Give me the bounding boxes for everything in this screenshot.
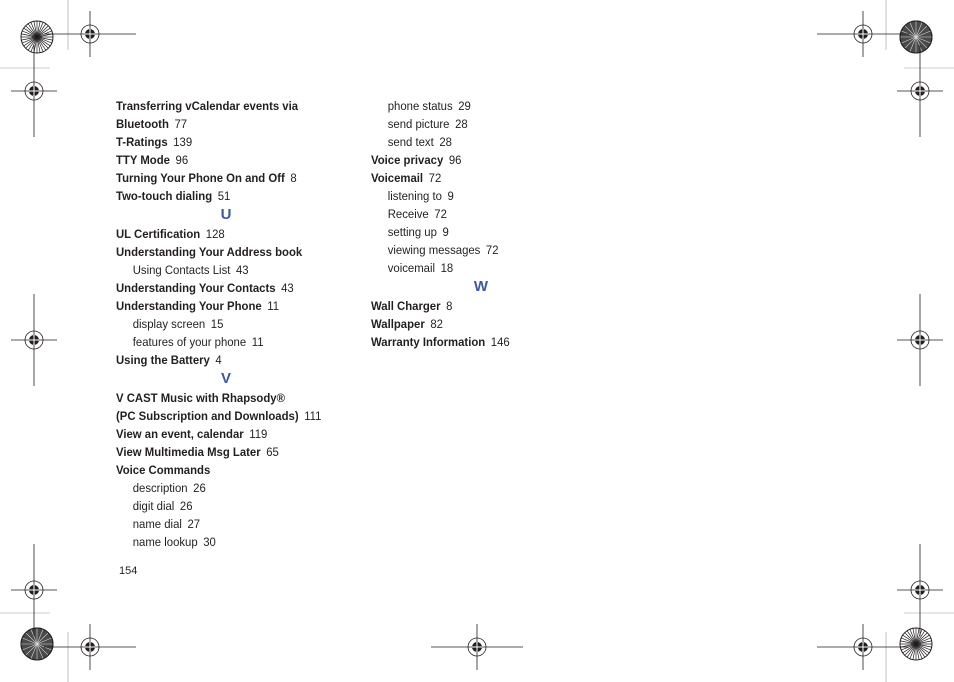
index-entry <box>116 297 339 315</box>
index-term: setting up <box>387 225 437 239</box>
index-section-letter: W <box>473 278 489 295</box>
index-term: phone status <box>387 99 453 113</box>
index-term: name lookup <box>132 535 198 549</box>
index-term: Receive <box>387 207 429 221</box>
index-entry <box>116 97 339 115</box>
index-page-ref: 28 <box>439 135 452 149</box>
index-term: Voice privacy <box>371 153 444 167</box>
index-entry <box>116 407 339 425</box>
index-page-ref: 43 <box>235 263 249 277</box>
index-subentry <box>371 133 594 151</box>
index-subentry <box>371 205 594 223</box>
index-term: TTY Mode <box>116 153 170 167</box>
index-subentry <box>371 115 594 133</box>
index-entry <box>116 133 339 151</box>
index-term: Transferring vCalendar events via <box>116 99 299 113</box>
index-entry <box>116 279 339 297</box>
index-subentry <box>371 97 594 115</box>
index-page-ref: 27 <box>187 517 201 531</box>
index-term: V CAST Music with Rhapsody® <box>116 391 285 405</box>
index-term: View an event, calendar <box>116 427 244 441</box>
index-page-ref: 72 <box>428 171 442 185</box>
index-page-ref: 139 <box>173 135 193 149</box>
index-subentry <box>116 333 339 351</box>
index-page-ref: 72 <box>434 207 447 221</box>
index-entry <box>116 115 339 133</box>
index-term: viewing messages <box>387 243 481 257</box>
index-subentry <box>371 187 594 205</box>
index-entry <box>116 187 339 205</box>
index-entry <box>371 151 594 169</box>
index-page-ref: 11 <box>251 335 264 349</box>
index-term: name dial <box>132 517 182 531</box>
index-term: listening to <box>387 189 442 203</box>
index-subentry <box>116 515 339 533</box>
index-page-ref: 146 <box>490 335 510 349</box>
index-term: Turning Your Phone On and Off <box>116 171 285 185</box>
index-entry <box>116 443 339 461</box>
index-entry <box>371 315 594 333</box>
index-term: T-Ratings <box>116 135 168 149</box>
index-page-ref: 9 <box>447 189 454 203</box>
index-term: send text <box>387 135 434 149</box>
index-page-ref: 29 <box>458 99 471 113</box>
index-page-ref: 8 <box>290 171 297 185</box>
index-column-right <box>371 97 611 351</box>
index-subentry <box>116 479 339 497</box>
index-term: Using Contacts List <box>132 263 231 277</box>
index-subentry <box>116 533 339 551</box>
index-term: display screen <box>132 317 206 331</box>
index-entry <box>116 243 339 261</box>
index-entry <box>371 297 594 315</box>
index-entry <box>116 461 339 479</box>
index-page-ref: 30 <box>203 535 216 549</box>
index-term: send picture <box>387 117 450 131</box>
index-page-ref: 26 <box>179 499 193 513</box>
index-term: Wall Charger <box>371 299 441 313</box>
index-subentry <box>371 223 594 241</box>
index-term: Two-touch dialing <box>116 189 213 203</box>
index-page-ref: 96 <box>448 153 462 167</box>
index-subentry <box>371 259 594 277</box>
index-term: (PC Subscription and Downloads) <box>116 409 299 423</box>
index-term: UL Certification <box>116 227 201 241</box>
index-term: Using the Battery <box>116 353 210 367</box>
index-term: Warranty Information <box>371 335 486 349</box>
index-entry <box>116 351 339 369</box>
index-page-ref: 119 <box>249 427 268 441</box>
index-page-ref: 4 <box>215 353 222 367</box>
index-entry <box>116 425 339 443</box>
index-page-ref: 9 <box>442 225 449 239</box>
index-page-ref: 128 <box>205 227 225 241</box>
index-entry <box>371 169 594 187</box>
index-page-ref: 77 <box>174 117 188 131</box>
index-page-ref: 72 <box>485 243 499 257</box>
index-term: Understanding Your Contacts <box>116 281 276 295</box>
index-term: features of your phone <box>132 335 247 349</box>
index-page-ref: 65 <box>266 445 279 459</box>
index-subentry <box>371 241 594 259</box>
index-section-letter: U <box>220 206 232 223</box>
index-page-ref: 96 <box>175 153 189 167</box>
index-term: voicemail <box>387 261 435 275</box>
index-term: Voicemail <box>371 171 424 185</box>
index-section-letter: V <box>220 370 231 387</box>
index-entry <box>116 151 339 169</box>
index-page-ref: 43 <box>281 281 294 295</box>
index-page-ref: 82 <box>430 317 443 331</box>
index-subentry <box>116 497 339 515</box>
index-page-ref: 111 <box>304 409 322 423</box>
index-page-ref: 51 <box>217 189 231 203</box>
index-subentry <box>116 315 339 333</box>
index-page-ref: 28 <box>455 117 468 131</box>
index-entry <box>116 225 339 243</box>
index-page-ref: 8 <box>446 299 453 313</box>
index-page-ref: 18 <box>440 261 454 275</box>
index-page-ref: 11 <box>267 299 280 313</box>
index-term: Voice Commands <box>116 463 211 477</box>
index-entry <box>116 389 339 407</box>
index-page-ref: 15 <box>210 317 224 331</box>
index-term: Understanding Your Phone <box>116 299 262 313</box>
index-entry <box>371 333 594 351</box>
index-page-ref: 26 <box>193 481 206 495</box>
index-subentry <box>116 261 339 279</box>
index-term: description <box>132 481 188 495</box>
page-number: 154 <box>119 565 138 577</box>
index-term: View Multimedia Msg Later <box>116 445 261 459</box>
index-column-left <box>116 97 356 551</box>
index-term: Bluetooth <box>116 117 169 131</box>
index-entry <box>116 169 339 187</box>
index-term: Understanding Your Address book <box>116 245 303 259</box>
index-term: Wallpaper <box>371 317 425 331</box>
index-term: digit dial <box>132 499 175 513</box>
